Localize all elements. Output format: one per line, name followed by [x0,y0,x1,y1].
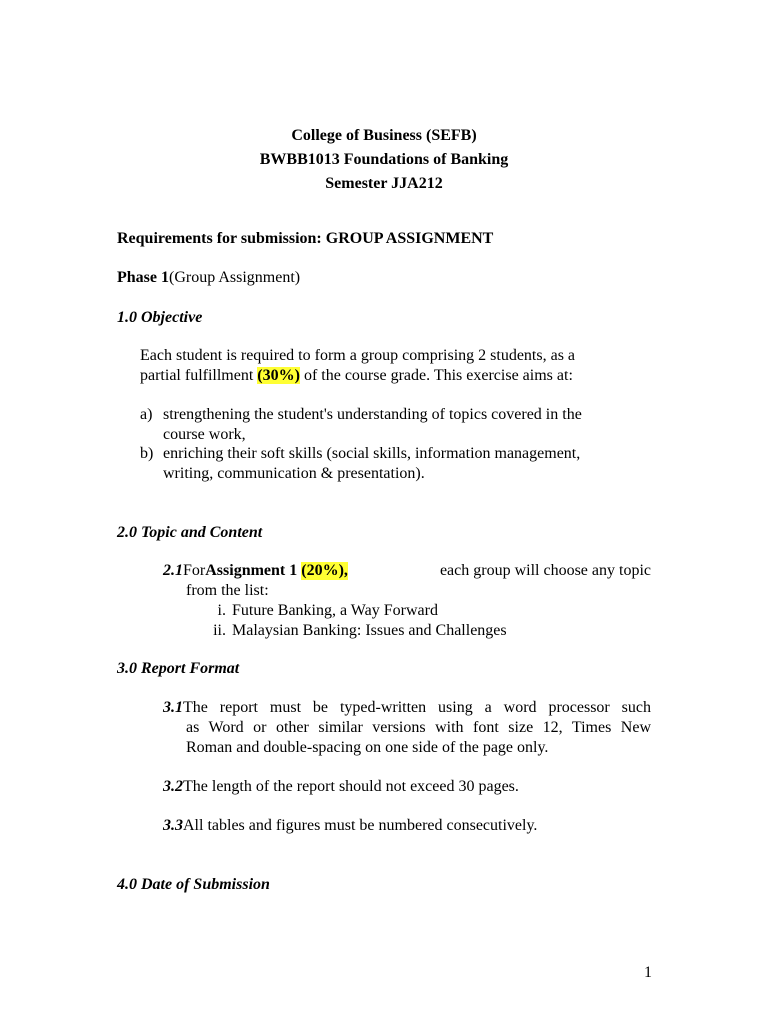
objective-para-line2 [140,367,573,385]
topic-list-marker: ii. [213,622,226,639]
format-item-line: as Word or other similar versions with font size 12, Times New [186,719,651,736]
format-item-text: All tables and figures must be numbered consecutively. [183,817,538,834]
phase-rest: (Group Assignment) [169,269,301,286]
requirements-line: Requirements for submission: GROUP ASSIGNMENT [117,230,494,247]
format-item-number: 3.2 [163,778,183,795]
objective-item-marker: a) [140,406,153,423]
format-item-text: The length of the report should not exceed 30 pages. [183,778,519,795]
topic-highlight: (20%), [301,562,348,579]
objective-item-marker: b) [140,445,154,462]
phase-line [117,269,300,287]
objective-item-line: writing, communication & presentation). [163,465,425,482]
objective-para-pre: partial fulfillment [140,367,258,384]
topic-heading: 2.0 Topic and Content [117,524,263,541]
format-item-line [163,817,537,835]
format-heading: 3.0 Report Format [117,660,240,677]
objective-item-line: course work, [163,426,246,443]
format-item-line [163,778,519,796]
format-item-text: The report must be typed-written using a word processor such [183,699,651,716]
topic-number: 2.1 [163,562,183,579]
objective-item-line: enriching their soft skills (social skills, information management, [163,445,581,462]
topic-line2: from the list: [186,582,269,599]
topic-list-marker: i. [217,602,226,619]
topic-post: each group will choose any topic [439,562,651,579]
format-item-number: 3.1 [163,699,183,716]
objective-highlight: (30%) [257,367,300,384]
submission-heading: 4.0 Date of Submission [117,876,270,893]
objective-para-line1: Each student is required to form a group comprising 2 students, as a [140,347,576,364]
header-college: College of Business (SEFB) [291,127,477,144]
format-item-line: Roman and double-spacing on one side of the page only. [186,739,549,756]
header-semester: Semester JJA212 [325,175,443,192]
topic-assignment: Assignment 1 [205,562,302,579]
topic-pre: For [183,562,206,579]
topic-line1 [163,562,651,580]
objective-item-line: strengthening the student's understanding of topics covered in the [163,406,582,423]
objective-para-post: of the course grade. This exercise aims at: [299,367,573,384]
phase-bold: Phase 1 [117,269,169,286]
format-item-line [163,699,651,717]
objective-heading: 1.0 Objective [117,309,203,326]
header-course: BWBB1013 Foundations of Banking [259,151,509,168]
topic-list-item: Malaysian Banking: Issues and Challenges [232,622,507,639]
page-number: 1 [644,964,652,981]
topic-list-item: Future Banking, a Way Forward [232,602,438,619]
format-item-number: 3.3 [163,817,183,834]
